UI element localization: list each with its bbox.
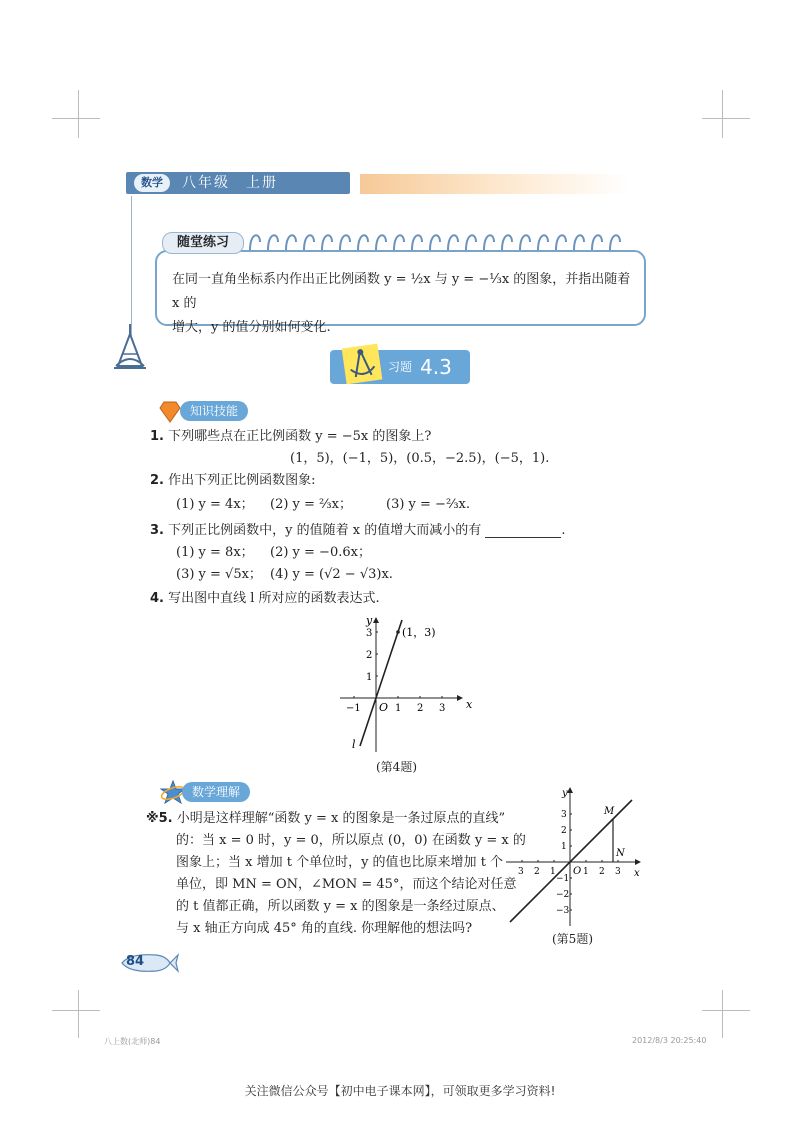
y-label: y xyxy=(366,614,373,627)
x-tick: 3 xyxy=(615,867,621,877)
question-3-a: (1) y = 8x； xyxy=(176,545,254,560)
diamond-icon xyxy=(158,400,182,424)
subject-badge: 数学 xyxy=(134,174,170,192)
crop-mark xyxy=(722,90,723,138)
question-5-line: 与 x 轴正方向成 45° 角的直线. 你理解他的想法吗? xyxy=(176,921,473,936)
y-tick: 3 xyxy=(366,628,373,639)
figure-4-graph xyxy=(330,612,480,758)
exercise-number: 4.3 xyxy=(420,355,452,379)
question-5: ※5. 小明是这样理解“函数 y = x 的图象是一条过原点的直线” xyxy=(146,811,506,826)
page-number: 84 xyxy=(126,954,145,969)
print-info-left: 八上数(北师)84 xyxy=(104,1037,161,1046)
m-label: M xyxy=(604,806,615,817)
footer-note: 关注微信公众号【初中电子课本网】，可领取更多学习资料! xyxy=(244,1084,556,1098)
question-4: 4. 写出图中直线 l 所对应的函数表达式. xyxy=(150,591,380,606)
crop-mark xyxy=(78,990,79,1038)
grade-title: 八年级 上册 xyxy=(182,175,278,191)
x-tick: 3 xyxy=(439,703,446,714)
x-tick: 1 xyxy=(395,703,402,714)
answer-blank[interactable] xyxy=(485,523,561,538)
question-3-c: (3) y = √5x； xyxy=(176,567,262,582)
section-math-understanding: 数学理解 xyxy=(182,782,250,802)
crop-mark xyxy=(78,90,79,138)
question-3: 3. 下列正比例函数中，y 的值随着 x 的值增大而减小的有 . xyxy=(150,523,566,538)
compass-sticker-icon xyxy=(342,344,383,385)
exercise-label: 习题 xyxy=(388,360,413,374)
y-tick: 2 xyxy=(366,650,373,661)
practice-text xyxy=(172,268,632,340)
y-tick: −1 xyxy=(556,874,570,884)
line-y-equals-x xyxy=(510,800,632,922)
tower-icon xyxy=(110,322,150,372)
header-bar xyxy=(126,172,350,194)
line-label: l xyxy=(352,738,356,751)
n-label: N xyxy=(616,848,625,859)
y-tick: 1 xyxy=(366,672,373,683)
question-2: 2. 作出下列正比例函数图象: xyxy=(150,473,316,488)
print-info-right: 2012/8/3 20:25:40 xyxy=(632,1036,707,1045)
question-1: 1. 下列哪些点在正比例函数 y = −5x 的图象上? xyxy=(150,429,432,444)
figure-5-caption: (第5题) xyxy=(552,932,593,946)
crop-mark xyxy=(722,990,723,1038)
point-label: (1，3) xyxy=(402,626,436,639)
x-tick: 1 xyxy=(550,867,556,877)
section-knowledge-skills: 知识技能 xyxy=(180,401,248,421)
x-label: x xyxy=(466,698,473,711)
origin-label: O xyxy=(379,701,389,714)
practice-line-2: 增大，y 的值分别如何变化. xyxy=(172,320,331,335)
origin-label: O xyxy=(573,866,582,877)
question-5-line: 单位，即 MN = ON，∠MON = 45°，而这个结论对任意 xyxy=(176,877,517,892)
y-tick: 2 xyxy=(561,826,567,836)
question-2-b: (2) y = ⅔x； xyxy=(270,497,352,512)
y-tick: −3 xyxy=(556,906,570,916)
x-label: x xyxy=(634,868,640,879)
question-2-c: (3) y = −⅔x. xyxy=(386,497,471,512)
figure-4-caption: (第4题) xyxy=(376,760,417,774)
point-1-3 xyxy=(396,630,400,634)
question-5-line: 图象上；当 x 增加 t 个单位时，y 的值也比原来增加 t 个 xyxy=(176,855,504,870)
x-tick: 2 xyxy=(417,703,424,714)
figure-5-graph xyxy=(500,784,650,930)
header-strip xyxy=(360,174,630,194)
x-tick: 2 xyxy=(534,867,540,877)
y-tick: −2 xyxy=(556,890,570,900)
x-tick: −1 xyxy=(346,703,361,714)
x-tick: 1 xyxy=(583,867,589,877)
question-1-points: (1，5)，(−1，5)，(0.5，−2.5)，(−5，1). xyxy=(290,451,550,466)
practice-title: 随堂练习 xyxy=(162,232,244,254)
crop-mark xyxy=(702,118,750,119)
y-tick: 1 xyxy=(561,842,567,852)
x-tick: 2 xyxy=(599,867,605,877)
spiral-binding-icon xyxy=(244,228,634,254)
crop-mark xyxy=(702,1010,750,1011)
exercise-banner xyxy=(330,350,470,384)
crop-mark xyxy=(52,1010,100,1011)
question-3-b: (2) y = −0.6x； xyxy=(270,545,371,560)
question-2-a: (1) y = 4x； xyxy=(176,497,254,512)
x-tick: 3 xyxy=(518,867,524,877)
margin-line xyxy=(131,196,132,336)
question-5-line: 的 t 值都正确，所以函数 y = x 的图象是一条经过原点、 xyxy=(176,899,505,914)
practice-line-1: 在同一直角坐标系内作出正比例函数 y = ½x 与 y = −⅓x 的图象，并指出随着 x 的 xyxy=(172,272,631,311)
y-label: y xyxy=(562,788,568,799)
question-5-line: 的：当 x = 0 时，y = 0，所以原点 (0，0) 在函数 y = x 的 xyxy=(176,833,526,848)
y-tick: 3 xyxy=(561,810,567,820)
crop-mark xyxy=(52,118,100,119)
question-3-d: (4) y = (√2 − √3)x. xyxy=(270,567,393,582)
